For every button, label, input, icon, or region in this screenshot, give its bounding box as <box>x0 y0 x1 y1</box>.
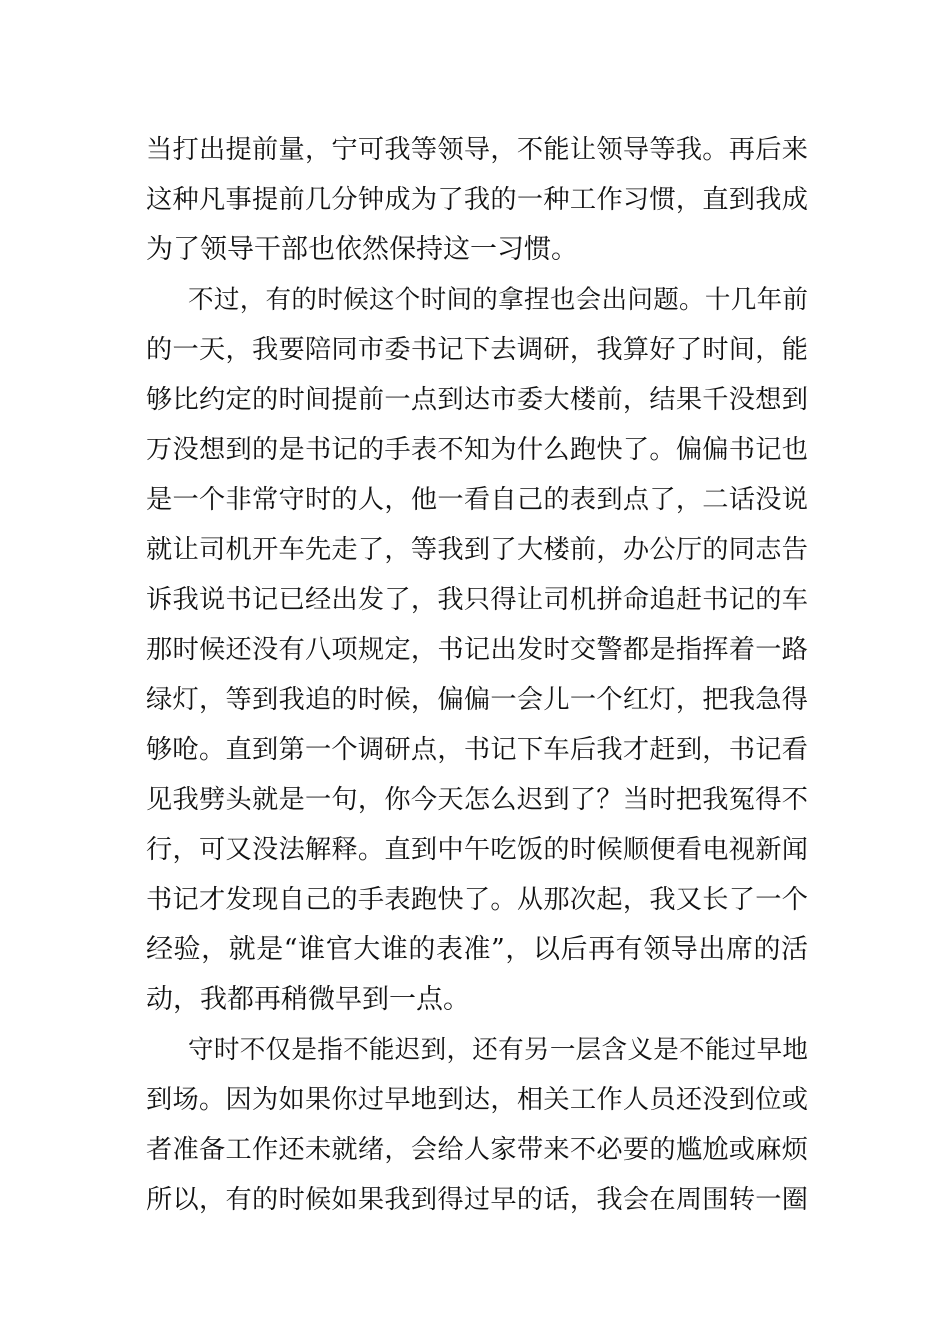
text-line: 不过，有的时候这个时间的拿捏也会出问题。十几年前 <box>188 285 808 315</box>
text-line: 者准备工作还未就绪，会给人家带来不必要的尴尬或麻烦 <box>146 1135 808 1165</box>
text-line: 行，可又没法解释。直到中午吃饭的时候顺便看电视新闻 <box>146 835 808 865</box>
text-line: 为了领导干部也依然保持这一习惯。 <box>146 234 578 265</box>
text-line: 动，我都再稍微早到一点。 <box>146 984 470 1015</box>
text-line: 见我劈头就是一句，你今天怎么迟到了？当时把我冤得不 <box>146 785 808 815</box>
text-line: 当打出提前量，宁可我等领导，不能让领导等我。再后来 <box>146 135 808 165</box>
text-line: 够呛。直到第一个调研点，书记下车后我才赶到，书记看 <box>146 735 808 765</box>
text-line: 书记才发现自己的手表跑快了。从那次起，我又长了一个 <box>146 885 808 915</box>
text-line: 所以，有的时候如果我到得过早的话，我会在周围转一圈 <box>146 1185 808 1215</box>
text-line: 的一天，我要陪同市委书记下去调研，我算好了时间，能 <box>146 335 808 365</box>
text-line: 万没想到的是书记的手表不知为什么跑快了。偏偏书记也 <box>146 435 808 465</box>
text-line: 那时候还没有八项规定，书记出发时交警都是指挥着一路 <box>146 635 808 665</box>
text-line: 到场。因为如果你过早地到达，相关工作人员还没到位或 <box>146 1085 808 1115</box>
text-line: 就让司机开车先走了，等我到了大楼前，办公厅的同志告 <box>146 535 808 565</box>
text-line: 守时不仅是指不能迟到，还有另一层含义是不能过早地 <box>188 1035 808 1065</box>
text-line: 这种凡事提前几分钟成为了我的一种工作习惯，直到我成 <box>146 185 808 215</box>
text-line: 经验，就是“谁官大谁的表准”，以后再有领导出席的活 <box>146 934 808 965</box>
text-line: 诉我说书记已经出发了，我只得让司机拼命追赶书记的车 <box>146 585 808 615</box>
text-line: 够比约定的时间提前一点到达市委大楼前，结果千没想到 <box>146 385 808 415</box>
text-line: 绿灯，等到我追的时候，偏偏一会儿一个红灯，把我急得 <box>146 685 808 715</box>
text-line: 是一个非常守时的人，他一看自己的表到点了，二话没说 <box>146 485 808 515</box>
